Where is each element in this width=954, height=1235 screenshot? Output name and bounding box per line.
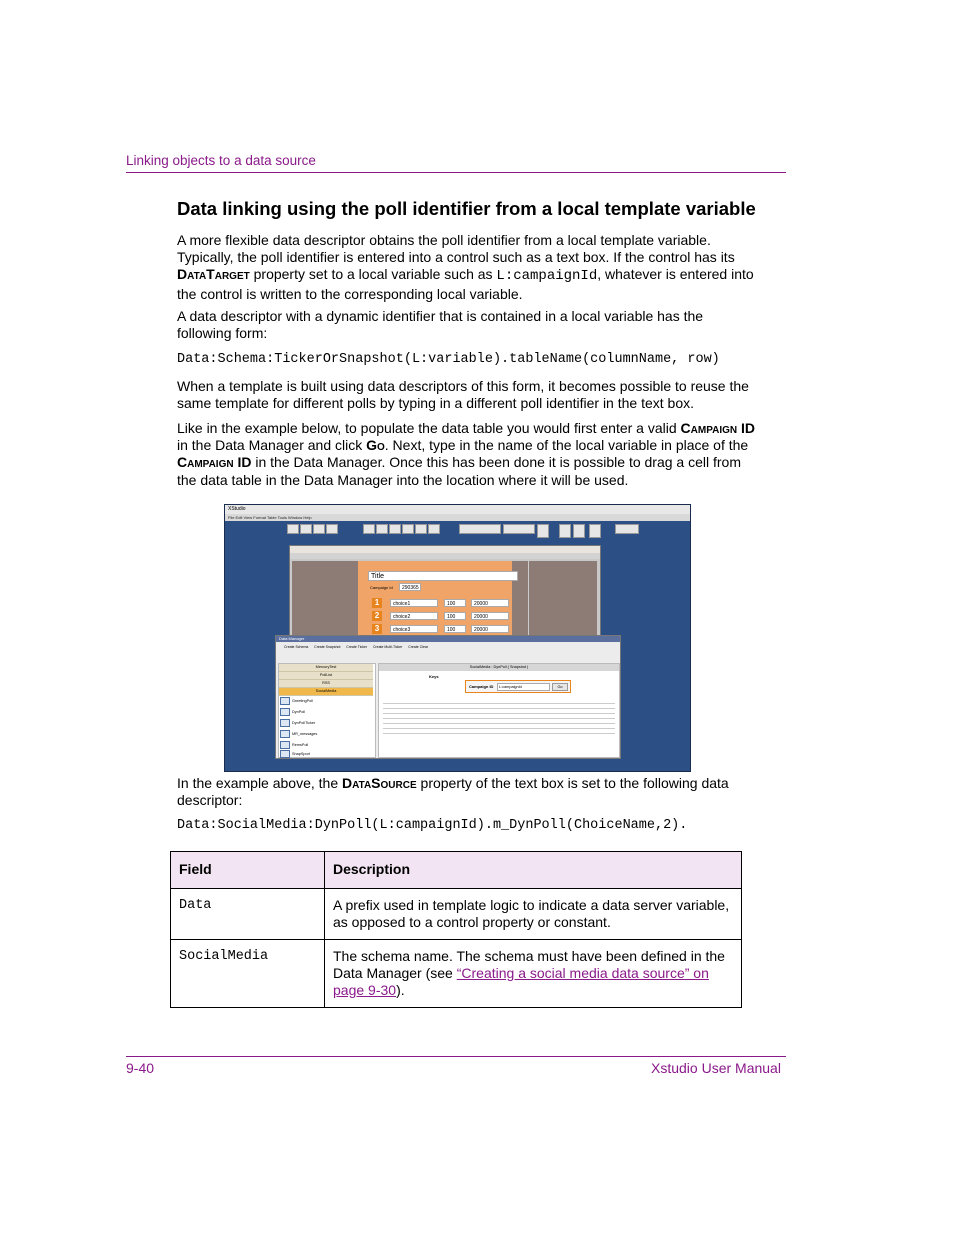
footer-rule <box>126 1056 786 1057</box>
app-titlebar: XStudio <box>225 505 690 514</box>
section-heading: Data linking using the poll identifier from a local template variable <box>177 198 756 219</box>
code-sample-1: Data:Schema:TickerOrSnapshot(L:variable).tableName(columnName, row) <box>177 352 720 367</box>
field-description-table <box>170 851 742 1008</box>
table-header-description: Description <box>325 852 742 889</box>
data-manager-window: Data Manager Create Schema Create Snapshot Create Ticker Create Multi-Ticker Create Clear MercuryTest PollList RSS SocialMedia GreetingPoll DynPoll DynPollTicker MR_messages RemsPoll ShapSport SocialMedia : DynPoll ( Snapshot ) Keys Campaign ID L:campaignId Go <box>275 635 621 759</box>
table-row: Data A prefix used in template logic to indicate a data server variable, as opposed to a control property or constant. <box>171 889 742 940</box>
page-number: 9-40 <box>126 1060 155 1076</box>
running-header: Linking objects to a data source <box>126 153 316 168</box>
snapshot-panel: SocialMedia : DynPoll ( Snapshot ) Keys Campaign ID L:campaignId Go <box>378 663 620 758</box>
paragraph-3: When a template is built using data descriptors of this form, it becomes possible to reuse the same template for different polls by typing in a different poll identifier in the text box. <box>177 378 749 412</box>
schema-list: MercuryTest PollList RSS SocialMedia GreetingPoll DynPoll DynPollTicker MR_messages RemsPoll ShapSport <box>278 663 376 758</box>
xstudio-screenshot <box>224 504 691 772</box>
campaign-id-textbox: 290365 <box>399 583 421 591</box>
app-toolbar <box>225 521 690 543</box>
app-menubar: File Edit View Format Table Tools Window Help <box>225 514 690 521</box>
manual-title: Xstudio User Manual <box>651 1060 781 1076</box>
campaign-id-label: Campaign Id <box>370 585 393 590</box>
template-card: Title Campaign Id 290365 1 choice1 100 20000 2 choice2 100 20000 3 choice3 100 20000 <box>358 561 512 639</box>
paragraph-4: Like in the example below, to populate the data table you would first enter a valid Campaign ID in the Data Manager and click Go. Next, type in the name of the local variable in place of the Campaign ID in the Data Manager. Once this has been done it is possible to drag a cell from the data table in the Data Manager into the location where it will be used. <box>177 420 756 488</box>
paragraph-1: A more flexible data descriptor obtains the poll identifier from a local template variable. Typically, the poll identifier is entered into a control such as a text box. If the control has its DataTarget property set to a local variable such as L:campaignId, whatever is entered into the control is written to the corresponding local variable. <box>177 232 754 302</box>
paragraph-5: In the example above, the DataSource property of the text box is set to the following data descriptor: <box>177 775 729 809</box>
code-sample-2: Data:SocialMedia:DynPoll(L:campaignId).m_DynPoll(ChoiceName,2). <box>177 818 688 833</box>
header-rule <box>126 172 786 173</box>
title-textbox: Title <box>368 571 518 581</box>
template-window <box>289 545 601 642</box>
cross-reference-link[interactable]: “Creating a social media data source” on page 9-30 <box>333 965 709 998</box>
table-header-field: Field <box>171 852 325 889</box>
table-row: SocialMedia The schema name. The schema must have been defined in the Data Manager (see “Creating a social media data source” on page 9-30). <box>171 940 742 1008</box>
paragraph-2: A data descriptor with a dynamic identifier that is contained in a local variable has the following form: <box>177 308 704 342</box>
